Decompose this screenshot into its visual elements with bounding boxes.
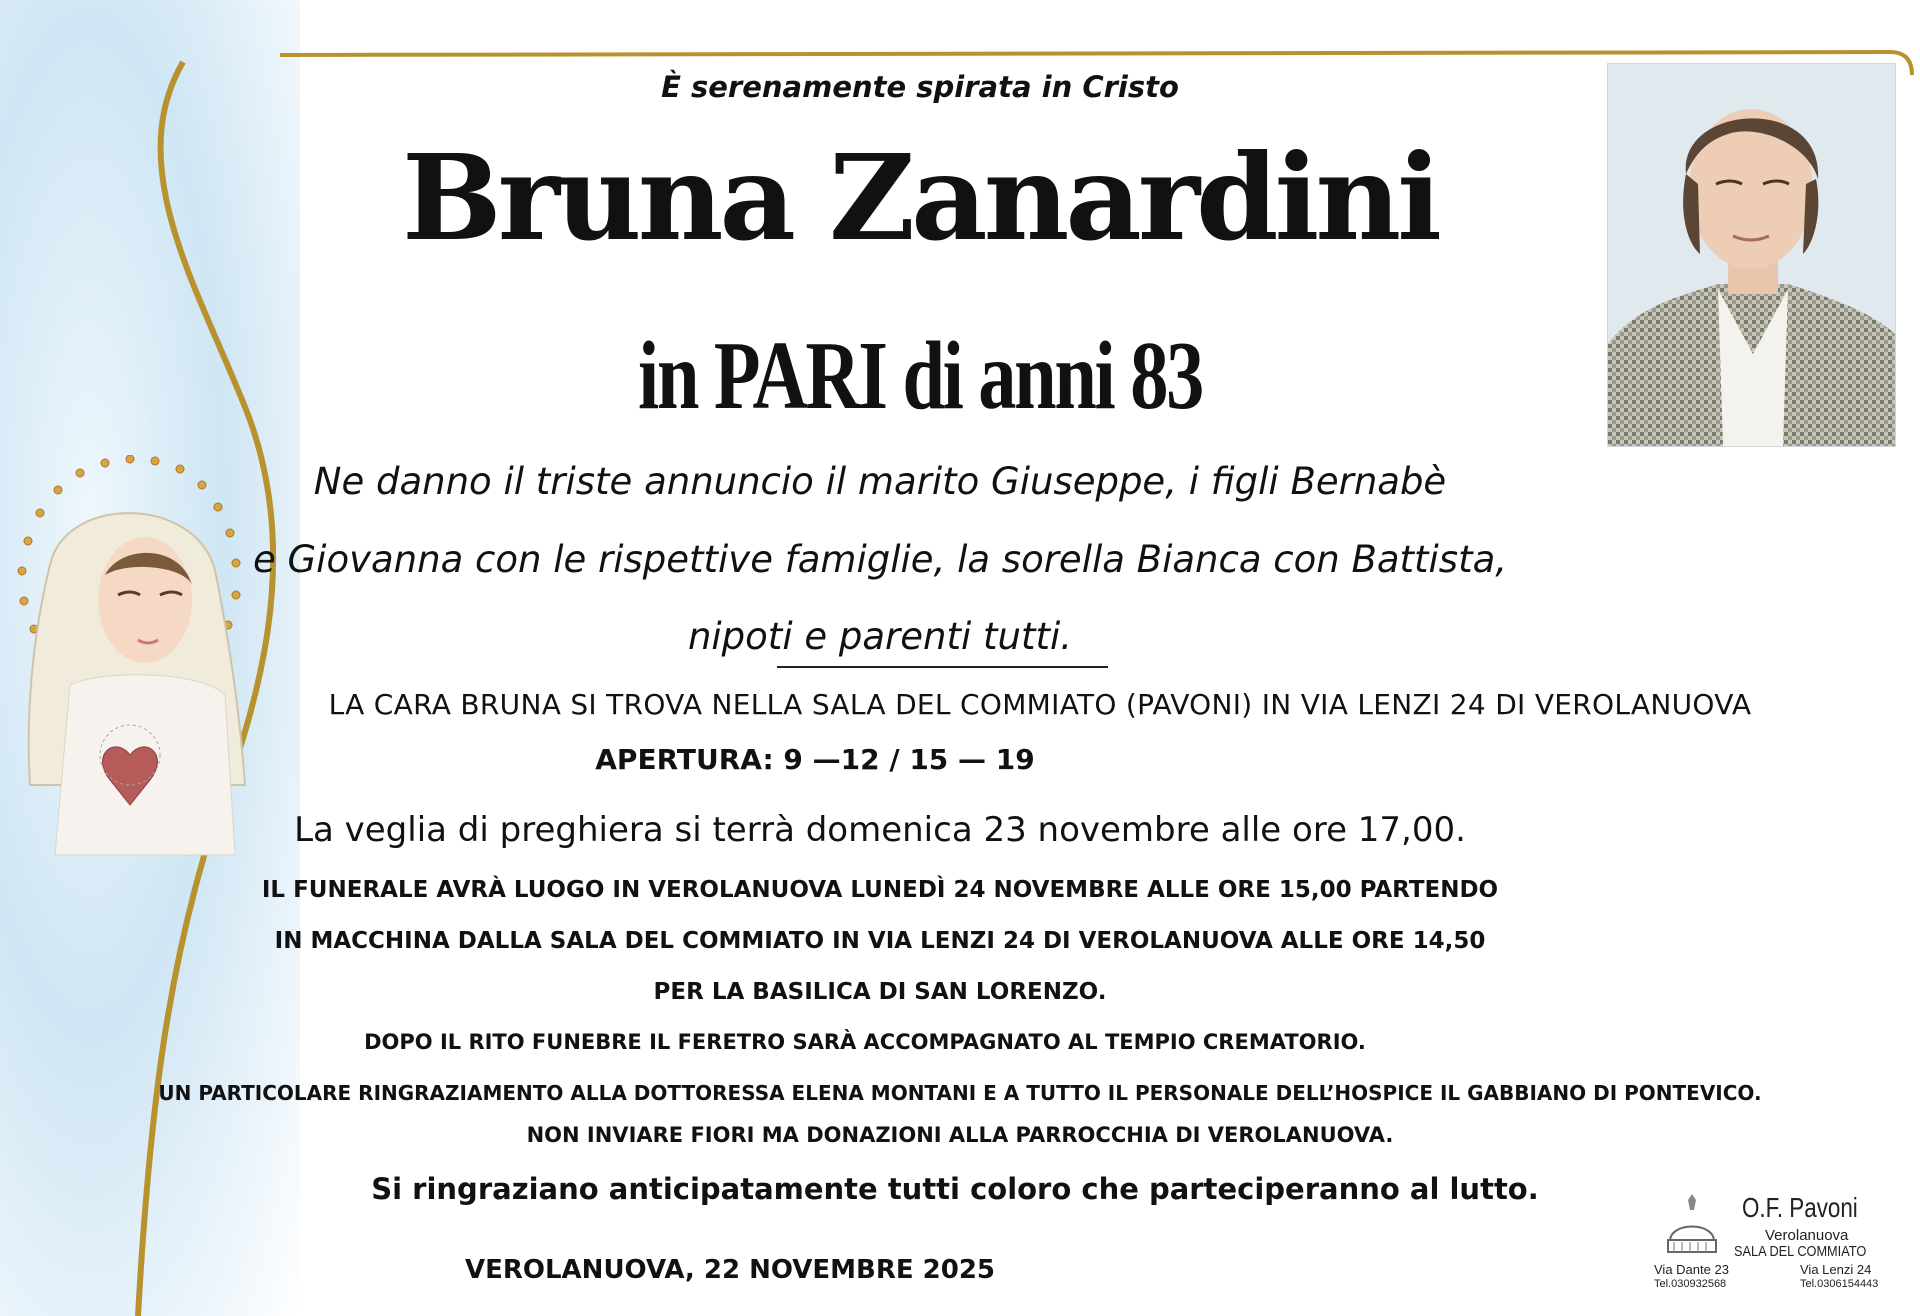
logo-phone-1: Tel.030932568: [1654, 1278, 1727, 1290]
donation-note: NON INVIARE FIORI MA DONAZIONI ALLA PARROCCHIA DI VEROLANUOVA.: [526, 1123, 1394, 1147]
special-thanks: UN PARTICOLARE RINGRAZIAMENTO ALLA DOTTORESSA ELENA MONTANI E A TUTTO IL PERSONALE DELL’HOSPICE IL GABBIANO DI PONTEVICO.: [158, 1081, 1762, 1105]
logo-brand: O.F. Pavoni: [1742, 1192, 1858, 1223]
announcement-line-1: Ne danno il triste annuncio il marito Giuseppe, i figli Bernabè: [313, 460, 1447, 503]
funeral-home-logo: [1650, 1192, 1895, 1297]
announcement-line-2: e Giovanna con le rispettive famiglie, la sorella Bianca con Battista,: [252, 538, 1508, 581]
logo-address-2: Via Lenzi 24: [1800, 1262, 1872, 1277]
logo-phone-2: Tel.0306154443: [1800, 1278, 1879, 1290]
maiden-name-age: in PARI di anni 83: [638, 322, 1202, 430]
divider: [777, 666, 1108, 668]
logo-address-1: Via Dante 23: [1654, 1262, 1729, 1277]
cremation-note: DOPO IL RITO FUNEBRE IL FERETRO SARÀ ACCOMPAGNATO AL TEMPIO CREMATORIO.: [364, 1030, 1366, 1054]
funeral-line-2: IN MACCHINA DALLA SALA DEL COMMIATO IN VIA LENZI 24 DI VEROLANUOVA ALLE ORE 14,50: [274, 928, 1486, 954]
subtitle: È serenamente spirata in Cristo: [661, 70, 1179, 104]
notice-date: VEROLANUOVA, 22 NOVEMBRE 2025: [464, 1255, 996, 1285]
funeral-line-1: IL FUNERALE AVRÀ LUOGO IN VEROLANUOVA LUNEDÌ 24 NOVEMBRE ALLE ORE 15,00 PARTENDO: [261, 877, 1499, 903]
closing-thanks: Si ringraziano anticipatamente tutti coloro che parteciperanno al lutto.: [371, 1172, 1539, 1206]
sala-location: LA CARA BRUNA SI TROVA NELLA SALA DEL COMMIATO (PAVONI) IN VIA LENZI 24 DI VEROLANUOVA: [328, 688, 1752, 721]
chapel-icon: [1650, 1192, 1740, 1262]
announcement-line-3: nipoti e parenti tutti.: [687, 615, 1073, 658]
deceased-name: Bruna Zanardini: [402, 128, 1438, 267]
funeral-line-3: PER LA BASILICA DI SAN LORENZO.: [653, 979, 1107, 1005]
logo-town: Verolanuova: [1765, 1227, 1849, 1244]
opening-hours: APERTURA: 9 —12 / 15 — 19: [595, 743, 1035, 776]
logo-sala: SALA DEL COMMIATO: [1734, 1243, 1867, 1260]
prayer-vigil: La veglia di preghiera si terrà domenica 23 novembre alle ore 17,00.: [294, 810, 1466, 850]
